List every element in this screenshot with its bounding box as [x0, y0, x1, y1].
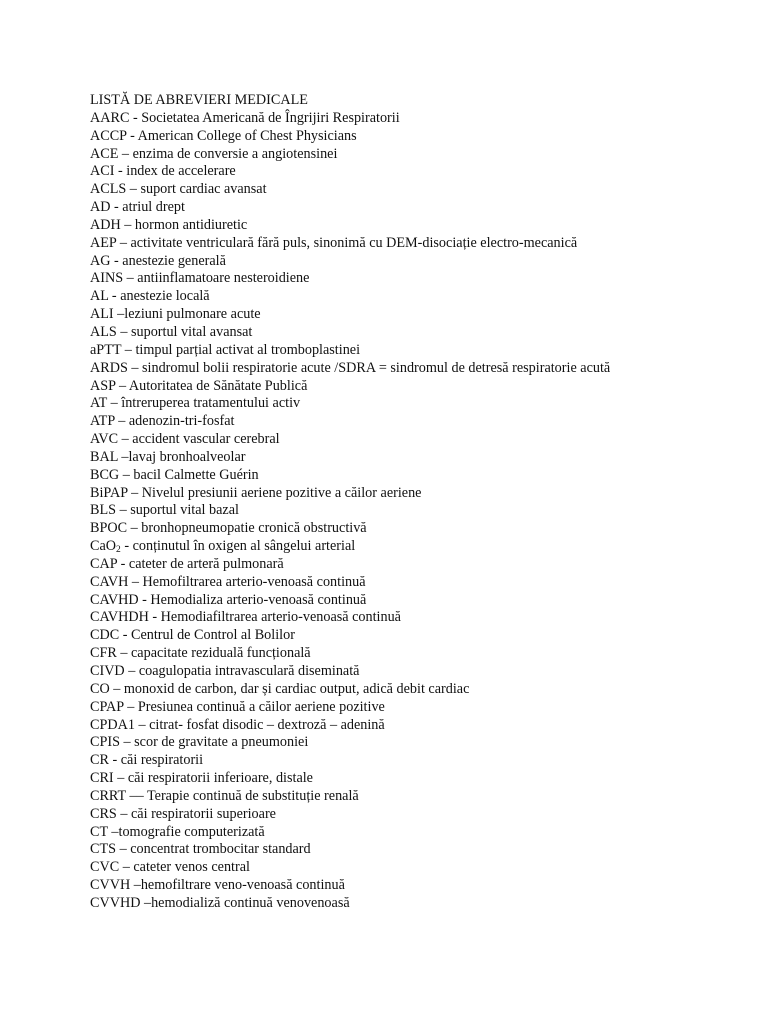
- list-entry: CVC – cateter venos central: [90, 859, 250, 876]
- list-entry: AT – întreruperea tratamentului activ: [90, 395, 301, 412]
- cao2-suffix: - conținutul în oxigen al sângelui arterial: [120, 538, 356, 555]
- list-entry: AARC - Societatea Americană de Îngrijiri Respiratorii: [90, 109, 400, 126]
- list-entry: ACCP - American College of Chest Physicians: [90, 127, 357, 144]
- list-entry: CPDA1 – citrat- fosfat disodic – dextroză – adenină: [90, 716, 385, 733]
- list-entry: CRS – căi respiratorii superioare: [90, 805, 276, 822]
- document-title: LISTĂ DE ABREVIERI MEDICALE: [90, 92, 308, 108]
- list-entry: AVC – accident vascular cerebral: [90, 431, 280, 448]
- cao2-subscript: 2: [116, 545, 121, 556]
- list-entry: AD - atriul drept: [90, 199, 185, 216]
- list-entry: AINS – antiinflamatoare nesteroidiene: [90, 270, 310, 287]
- list-entry: CVVHD –hemodializă continuă venovenoasă: [90, 894, 350, 911]
- list-entry: CAP - cateter de arteră pulmonară: [90, 555, 284, 572]
- list-entry: CO – monoxid de carbon, dar și cardiac output, adică debit cardiac: [90, 680, 470, 697]
- list-entry: CFR – capacitate reziduală funcțională: [90, 645, 311, 662]
- list-entry: CT –tomografie computerizată: [90, 823, 265, 840]
- list-entry: CVVH –hemofiltrare veno-venoasă continuă: [90, 877, 345, 894]
- list-entry: CRI – căi respiratorii inferioare, distale: [90, 770, 313, 787]
- list-entry: CIVD – coagulopatia intravasculară diseminată: [90, 663, 360, 679]
- list-entry: BLS – suportul vital bazal: [90, 502, 239, 519]
- list-entry: CAVH – Hemofiltrarea arterio-venoasă continuă: [90, 573, 366, 590]
- abbreviation-list: [90, 92, 750, 913]
- list-entry: ASP – Autoritatea de Sănătate Publică: [90, 377, 308, 394]
- list-entry: CPIS – scor de gravitate a pneumoniei: [90, 734, 309, 751]
- list-entry: AL - anestezie locală: [90, 288, 210, 305]
- list-entry: ACE – enzima de conversie a angiotensinei: [90, 145, 338, 162]
- list-entry: ALS – suportul vital avansat: [90, 323, 253, 340]
- list-entry: ACLS – suport cardiac avansat: [90, 181, 267, 198]
- list-entry: ARDS – sindromul bolii respiratorie acute /SDRA = sindromul de detresă respiratorie acută: [90, 359, 611, 376]
- list-entry: ATP – adenozin-tri-fosfat: [90, 413, 235, 430]
- list-entry: ALI –leziuni pulmonare acute: [90, 306, 261, 323]
- list-entry-cao2: [90, 538, 750, 556]
- list-entry: CDC - Centrul de Control al Bolilor: [90, 627, 295, 644]
- list-entry: ADH – hormon antidiuretic: [90, 216, 248, 233]
- list-entry: CAVHD - Hemodializa arterio-venoasă continuă: [90, 591, 367, 608]
- list-entry: BCG – bacil Calmette Guérin: [90, 466, 259, 483]
- list-entry: CR - căi respiratorii: [90, 752, 204, 769]
- list-entry: BAL –lavaj bronhoalveolar: [90, 448, 246, 465]
- list-entry: AG - anestezie generală: [90, 252, 226, 269]
- list-entry: CPAP – Presiunea continuă a căilor aeriene pozitive: [90, 698, 385, 715]
- list-entry: BPOC – bronhopneumopatie cronică obstructivă: [90, 520, 367, 537]
- list-entry: CAVHDH - Hemodiafiltrarea arterio-venoasă continuă: [90, 609, 401, 626]
- list-entry: AEP – activitate ventriculară fără puls, sinonimă cu DEM-disociație electro-mecanică: [90, 234, 578, 251]
- list-entry: CRRT –– Terapie continuă de substituție renală: [90, 787, 359, 804]
- list-entry: ACI - index de accelerare: [90, 163, 236, 180]
- list-entry: aPTT – timpul parțial activat al tromboplastinei: [90, 341, 361, 358]
- list-entry: BiPAP – Nivelul presiunii aeriene pozitive a căilor aeriene: [90, 484, 422, 501]
- list-entry: CTS – concentrat trombocitar standard: [90, 841, 311, 858]
- cao2-prefix: CaO: [90, 538, 117, 555]
